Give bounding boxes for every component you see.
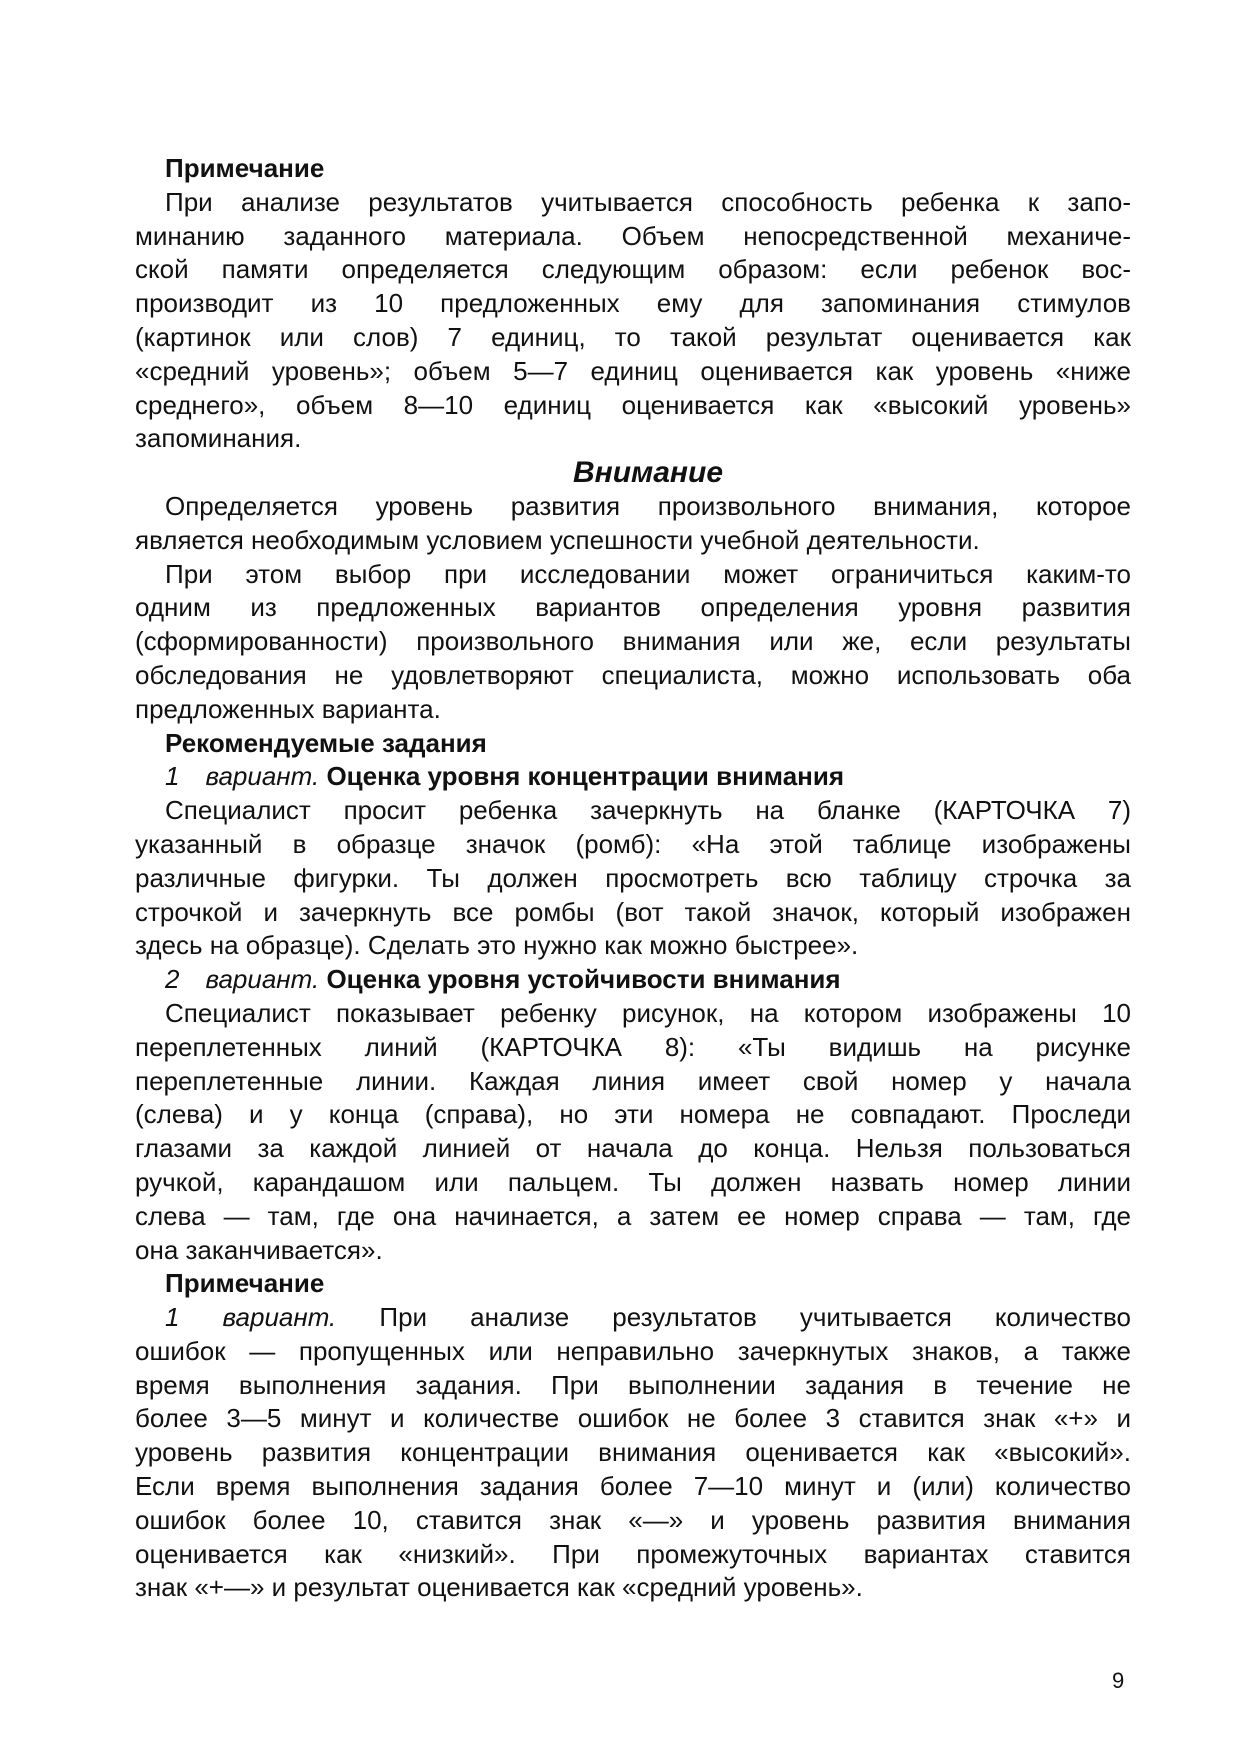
- text-line: (слева) и у конца (справа), но эти номера не совпадают. Проследи: [135, 1099, 1131, 1130]
- section-heading: Примечание: [165, 1268, 325, 1299]
- text-line: среднего», объем 8—10 единиц оценивается как «высокий уровень»: [135, 389, 1131, 420]
- text-line: При анализе результатов учитывается способность ребенка к запо-: [165, 186, 1131, 217]
- chapter-title: Внимание: [572, 456, 724, 490]
- text-line: минанию заданного материала. Объем непосредственной механиче-: [135, 220, 1131, 251]
- variant-number: 2: [165, 964, 180, 995]
- variant-number: 1: [165, 761, 180, 792]
- variant-label: вариант.: [205, 964, 320, 995]
- text-line: глазами за каждой линией от начала до конца. Нельзя пользоваться: [135, 1133, 1131, 1164]
- text-line: ошибок более 10, ставится знак «—» и уровень развития внимания: [135, 1504, 1131, 1535]
- paragraph: [135, 997, 1131, 1267]
- line-text: При анализе результатов учитывается количество: [379, 1302, 1131, 1333]
- paragraph: [135, 1301, 1131, 1605]
- text-line: производит из 10 предложенных ему для запоминания стимулов: [135, 288, 1131, 319]
- text-line: переплетенных линий (КАРТОЧКА 8): «Ты видишь на рисунке: [135, 1031, 1131, 1062]
- text-line: обследования не удовлетворяют специалиста, можно использовать оба: [135, 659, 1131, 690]
- text-line: уровень развития концентрации внимания оценивается как «высокий».: [135, 1437, 1131, 1468]
- text-line: слева — там, где она начинается, а затем ее номер справа — там, где: [135, 1200, 1131, 1231]
- text-line: ручкой, карандашом или пальцем. Ты должен назвать номер линии: [135, 1166, 1131, 1197]
- text-line: (картинок или слов) 7 единиц, то такой результат оценивается как: [135, 321, 1131, 352]
- paragraph: [135, 490, 1131, 558]
- text-line: знак «+—» и результат оценивается как «средний уровень».: [135, 1572, 863, 1603]
- paragraph: [135, 794, 1131, 963]
- text-line: ской памяти определяется следующим образом: если ребенок вос-: [135, 254, 1131, 285]
- text-line: (сформированности) произвольного внимания или же, если результаты: [135, 626, 1131, 657]
- section-heading: Рекомендуемые задания: [165, 727, 487, 758]
- text-line: одним из предложенных вариантов определения уровня развития: [135, 592, 1131, 623]
- text-line: запоминания.: [135, 423, 302, 454]
- variant-label: 1 вариант.: [165, 1302, 337, 1333]
- variant-title: Оценка уровня концентрации внимания: [326, 761, 845, 792]
- text-line: «средний уровень»; объем 5—7 единиц оценивается как уровень «ниже: [135, 355, 1131, 386]
- text-line: время выполнения задания. При выполнении задания в течение не: [135, 1369, 1131, 1400]
- text-line: Если время выполнения задания более 7—10 минут и (или) количество: [135, 1471, 1131, 1502]
- text-line: здесь на образце). Сделать это нужно как можно быстрее».: [135, 930, 859, 961]
- text-line: различные фигурки. Ты должен просмотреть всю таблицу строчка за: [135, 862, 1131, 893]
- text-line: Определяется уровень развития произвольного внимания, которое: [165, 490, 1131, 521]
- text-line: предложенных варианта.: [135, 693, 441, 724]
- variant-heading: [135, 760, 1131, 794]
- variant-title: Оценка уровня устойчивости внимания: [326, 964, 841, 995]
- text-line: При этом выбор при исследовании может ограничиться каким-то: [165, 558, 1131, 589]
- variant-label: вариант.: [205, 761, 320, 792]
- page-body: [135, 152, 1131, 1605]
- section-heading: Примечание: [165, 153, 325, 183]
- page-number: 9: [1112, 1668, 1125, 1693]
- text-line: ошибок — пропущенных или неправильно зачеркнутых знаков, а также: [135, 1335, 1131, 1366]
- text-line: указанный в образце значок (ромб): «На этой таблице изображены: [135, 828, 1131, 859]
- text-line: является необходимым условием успешности учебной деятельности.: [135, 524, 980, 555]
- paragraph: [135, 186, 1131, 456]
- variant-heading: [135, 963, 1131, 997]
- text-line: [135, 1301, 1131, 1335]
- text-line: Специалист просит ребенка зачеркнуть на бланке (КАРТОЧКА 7): [165, 795, 1131, 826]
- text-line: оценивается как «низкий». При промежуточных вариантах ставится: [135, 1538, 1131, 1569]
- text-line: Специалист показывает ребенку рисунок, на котором изображены 10: [165, 997, 1131, 1028]
- text-line: переплетенные линии. Каждая линия имеет свой номер у начала: [135, 1065, 1131, 1096]
- paragraph: [135, 558, 1131, 727]
- text-line: более 3—5 минут и количестве ошибок не более 3 ставится знак «+» и: [135, 1403, 1131, 1434]
- text-line: она заканчивается».: [135, 1234, 383, 1265]
- text-line: строчкой и зачеркнуть все ромбы (вот такой значок, который изображен: [135, 896, 1131, 927]
